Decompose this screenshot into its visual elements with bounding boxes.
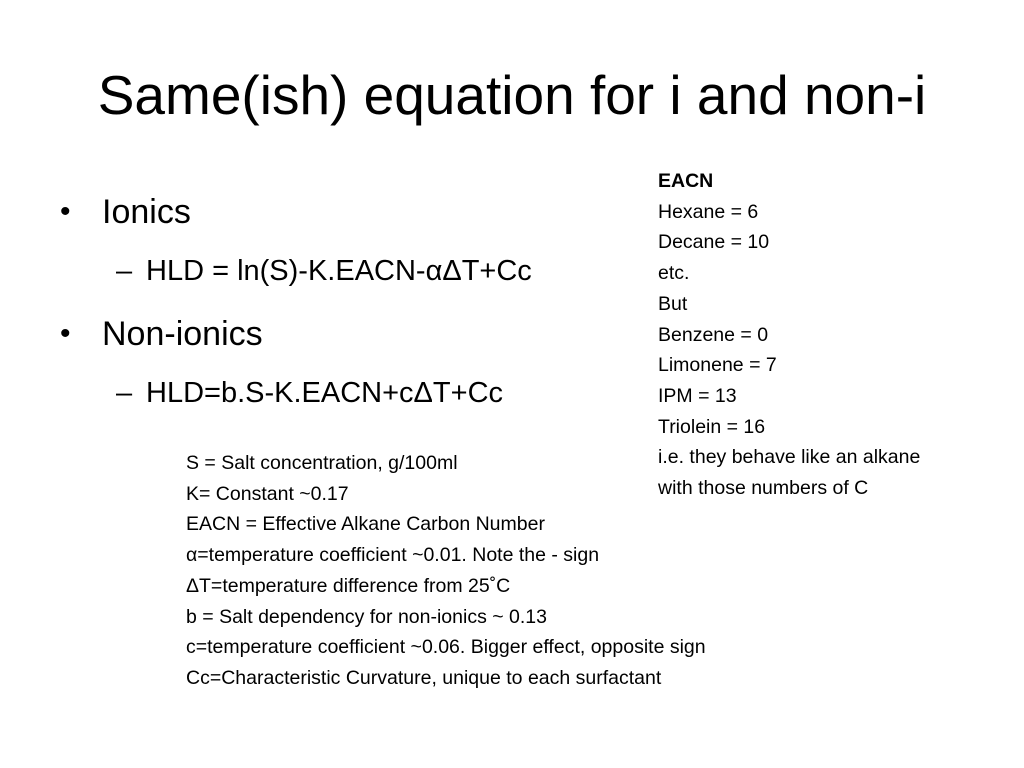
sub-bullet-ionic-equation bbox=[58, 250, 618, 292]
sub-bullet-marker: – bbox=[116, 377, 133, 409]
definition-line: Cc=Characteristic Curvature, unique to each surfactant bbox=[186, 666, 662, 689]
eacn-line: i.e. they behave like an alkane bbox=[658, 446, 921, 469]
eacn-line: Limonene = 7 bbox=[658, 354, 777, 377]
eacn-line: etc. bbox=[658, 262, 690, 285]
definitions-block bbox=[186, 448, 706, 694]
definition-line: α=temperature coefficient ~0.01. Note the - sign bbox=[186, 544, 600, 567]
definition-line: K= Constant ~0.17 bbox=[186, 482, 349, 505]
definition-line: b = Salt dependency for non-ionics ~ 0.13 bbox=[186, 605, 547, 628]
eacn-heading: EACN bbox=[658, 170, 714, 192]
eacn-line: Benzene = 0 bbox=[658, 323, 769, 346]
definition-line: ΔT=temperature difference from 25˚C bbox=[186, 574, 511, 597]
slide-title: Same(ish) equation for i and non-i bbox=[97, 64, 927, 126]
bullet-list bbox=[58, 188, 618, 432]
eacn-line: Hexane = 6 bbox=[658, 200, 759, 223]
bullet-marker: • bbox=[60, 317, 71, 350]
eacn-line: with those numbers of C bbox=[658, 477, 869, 500]
equation-text: HLD=b.S-K.EACN+cΔT+Cc bbox=[146, 377, 504, 409]
sub-bullet-non-ionic-equation bbox=[58, 372, 618, 414]
bullet-label: Non-ionics bbox=[102, 315, 263, 353]
bullet-non-ionics bbox=[58, 310, 618, 358]
definition-line: EACN = Effective Alkane Carbon Number bbox=[186, 513, 545, 536]
bullet-ionics bbox=[58, 188, 618, 236]
bullet-label: Ionics bbox=[102, 193, 191, 231]
definition-line: c=temperature coefficient ~0.06. Bigger effect, opposite sign bbox=[186, 636, 706, 659]
eacn-line: But bbox=[658, 292, 688, 315]
bullet-marker: • bbox=[60, 195, 71, 228]
eacn-examples-box bbox=[658, 166, 920, 504]
eacn-line: IPM = 13 bbox=[658, 384, 737, 407]
definition-line: S = Salt concentration, g/100ml bbox=[186, 452, 458, 474]
equation-text: HLD = ln(S)-K.EACN-αΔT+Cc bbox=[146, 255, 532, 287]
sub-bullet-marker: – bbox=[116, 255, 133, 287]
eacn-line: Triolein = 16 bbox=[658, 415, 766, 438]
eacn-line: Decane = 10 bbox=[658, 231, 770, 254]
